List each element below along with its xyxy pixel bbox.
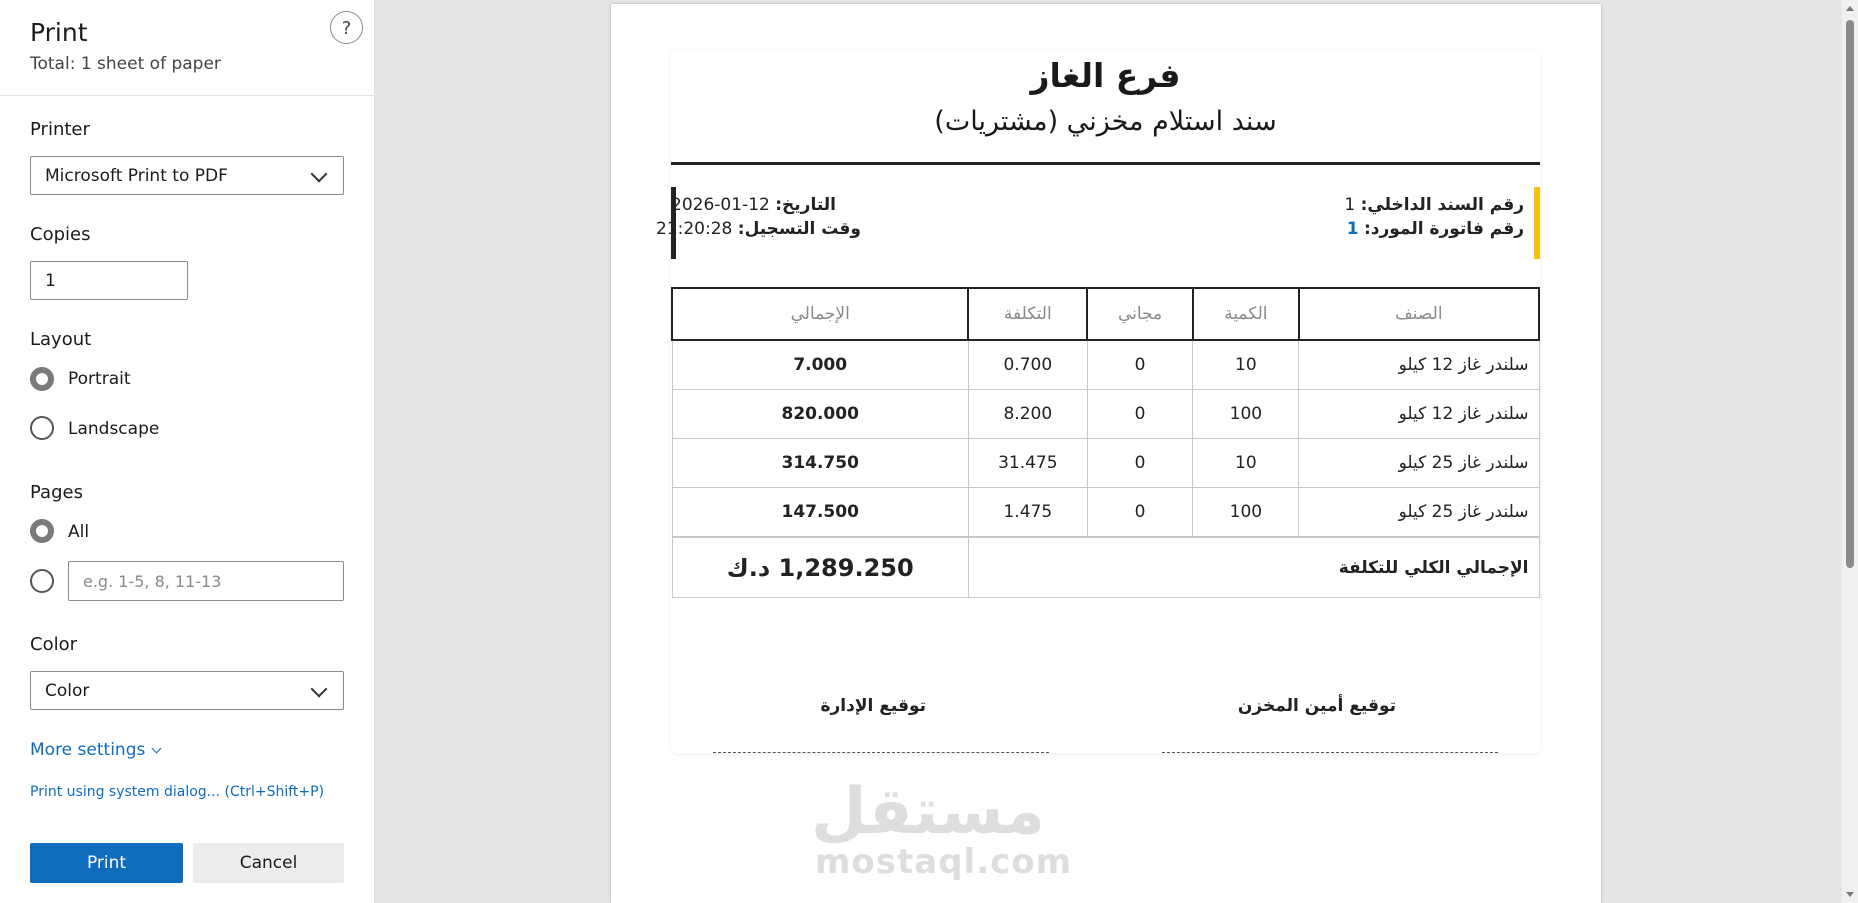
sheet-count: Total: 1 sheet of paper [30, 54, 221, 74]
supplier-invoice-number [1347, 219, 1524, 239]
cell-free: 0 [1087, 439, 1193, 488]
preview-page [611, 4, 1601, 903]
chevron-down-icon [311, 681, 328, 698]
landscape-label[interactable]: Landscape [68, 419, 160, 439]
header-rule [671, 162, 1540, 165]
time-label: وقت التسجيل: [737, 219, 861, 239]
internal-number-value: 1 [1344, 195, 1356, 215]
column-header-qty: الكمية [1193, 288, 1299, 340]
date-label: التاريخ: [775, 195, 836, 215]
pages-range-placeholder: e.g. 1-5, 8, 11-13 [83, 572, 222, 591]
supplier-invoice-value: 1 [1346, 219, 1359, 239]
header-divider [0, 95, 374, 96]
cell-cost: 1.475 [968, 488, 1087, 538]
pages-range-input[interactable] [68, 561, 344, 601]
chevron-down-icon [152, 744, 162, 754]
pages-all-radio[interactable] [30, 519, 54, 543]
table-row [672, 488, 1539, 538]
more-settings-link[interactable] [30, 740, 160, 760]
items-table [671, 287, 1540, 598]
table-row [672, 390, 1539, 439]
watermark-arabic: مستقل [810, 775, 1045, 849]
print-button[interactable]: Print [30, 843, 183, 883]
panel-title: Print [30, 18, 88, 47]
receipt-card [656, 50, 1540, 753]
column-header-free: مجاني [1087, 288, 1193, 340]
table-header-row [672, 288, 1539, 340]
voucher-title: سند استلام مخزني (مشتريات) [934, 106, 1277, 137]
copies-value: 1 [45, 271, 56, 291]
table-row [672, 340, 1539, 390]
storekeeper-signature-line [1162, 752, 1498, 753]
scroll-up-arrow-icon[interactable] [1846, 6, 1854, 11]
scrollbar-thumb[interactable] [1846, 20, 1854, 568]
cell-qty: 10 [1193, 340, 1299, 390]
portrait-radio[interactable] [30, 367, 54, 391]
pages-label: Pages [30, 482, 83, 503]
column-header-total: الإجمالي [672, 288, 968, 340]
help-icon[interactable]: ? [330, 11, 363, 44]
color-label: Color [30, 634, 77, 655]
supplier-invoice-label: رقم فاتورة المورد: [1363, 219, 1524, 239]
date-value: 12-01-2026 [671, 195, 770, 215]
time-value: 21:20:28 [656, 219, 733, 239]
grand-total-value: 1,289.250 د.ك [672, 537, 968, 598]
printer-select[interactable] [30, 156, 344, 195]
cell-item: سلندر غاز 25 كيلو [1299, 439, 1539, 488]
grand-total-label: الإجمالي الكلي للتكلفة [968, 537, 1539, 598]
cell-item: سلندر غاز 12 كيلو [1299, 340, 1539, 390]
mostaql-watermark [810, 775, 1073, 882]
system-dialog-link[interactable]: Print using system dialog... (Ctrl+Shift+P) [30, 784, 325, 800]
preview-scrollbar[interactable] [1842, 0, 1858, 903]
management-signature-line [713, 752, 1049, 753]
cell-qty: 10 [1193, 439, 1299, 488]
storekeeper-signature-label: توقيع أمين المخزن [1237, 696, 1396, 716]
column-header-item: الصنف [1299, 288, 1539, 340]
cell-item: سلندر غاز 25 كيلو [1299, 488, 1539, 538]
pages-custom-radio[interactable] [30, 569, 54, 593]
cell-qty: 100 [1193, 390, 1299, 439]
voucher-dates-box [656, 187, 976, 259]
print-settings-panel [0, 0, 375, 903]
voucher-date [671, 195, 836, 215]
management-signature-label: توقيع الإدارة [820, 696, 926, 716]
registration-time [656, 219, 861, 239]
cell-item: سلندر غاز 12 كيلو [1299, 390, 1539, 439]
watermark-latin: mostaql.com [815, 842, 1073, 882]
column-header-cost: التكلفة [968, 288, 1087, 340]
internal-number-label: رقم السند الداخلي: [1360, 195, 1524, 215]
pages-all-label[interactable]: All [68, 522, 90, 542]
more-settings-label: More settings [30, 740, 146, 760]
cell-cost: 8.200 [968, 390, 1087, 439]
cell-total: 820.000 [672, 390, 968, 439]
chevron-down-icon [311, 166, 328, 183]
cell-free: 0 [1087, 340, 1193, 390]
printer-label: Printer [30, 119, 90, 140]
cell-cost: 31.475 [968, 439, 1087, 488]
scroll-down-arrow-icon[interactable] [1846, 892, 1854, 897]
table-row [672, 439, 1539, 488]
printer-value: Microsoft Print to PDF [45, 166, 228, 186]
landscape-radio[interactable] [30, 416, 54, 440]
cancel-button[interactable]: Cancel [193, 843, 344, 883]
cell-free: 0 [1087, 390, 1193, 439]
cell-qty: 100 [1193, 488, 1299, 538]
copies-label: Copies [30, 224, 91, 245]
cell-total: 314.750 [672, 439, 968, 488]
layout-label: Layout [30, 329, 92, 350]
cell-total: 147.500 [672, 488, 968, 538]
branch-title: فرع الغاز [1030, 56, 1181, 95]
cell-free: 0 [1087, 488, 1193, 538]
cell-cost: 0.700 [968, 340, 1087, 390]
voucher-numbers-box [1234, 187, 1540, 259]
cell-total: 7.000 [672, 340, 968, 390]
copies-input[interactable] [30, 261, 188, 300]
color-select[interactable] [30, 671, 344, 710]
internal-number [1344, 195, 1524, 215]
grand-total-row [672, 537, 1539, 598]
portrait-label[interactable]: Portrait [68, 369, 131, 389]
color-value: Color [45, 681, 90, 701]
